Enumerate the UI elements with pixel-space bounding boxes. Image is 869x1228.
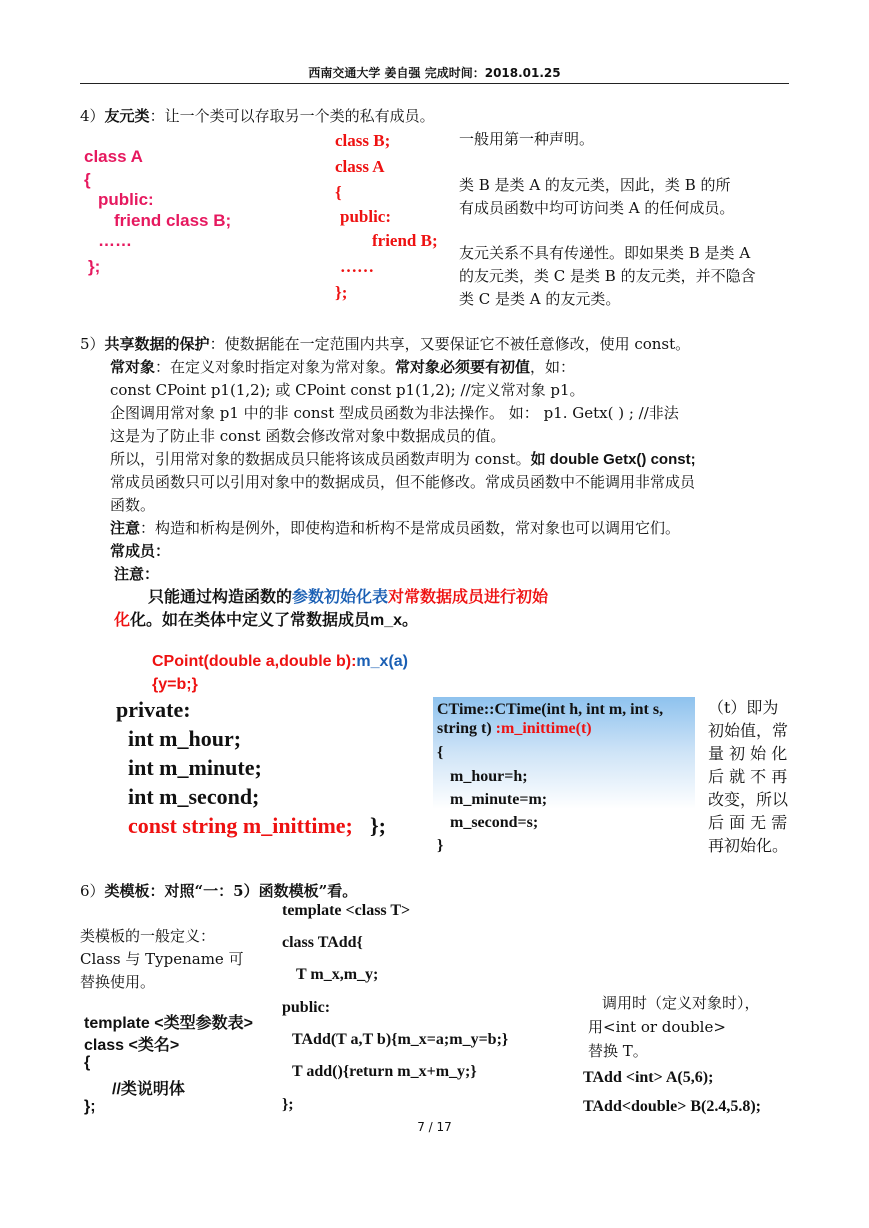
text-line: 类模板的一般定义： [80, 927, 216, 945]
note-line: 类 C 是类 A 的友元类。 [459, 290, 621, 308]
note-line: 调用时（定义对象时）， [602, 994, 760, 1012]
text: 所以，引用常对象的数据成员只能将该成员函数声明为 const。 [110, 450, 531, 468]
code-line: public: [340, 207, 392, 226]
code-line: friend B; [372, 231, 438, 250]
code-line: }; [88, 257, 101, 276]
code: string t) [437, 720, 496, 737]
code-line: } [437, 837, 444, 854]
code-line: { [437, 744, 444, 761]
section-number: 5） [80, 335, 105, 353]
call-line-b: 这是为了防止非 const 函数会修改常对象中数据成员的值。 [110, 427, 506, 445]
text: ，如： [530, 358, 576, 376]
const-object-line [110, 356, 575, 378]
section-title: 友元类 [104, 107, 150, 125]
term: 注意 [110, 519, 141, 537]
code-line [437, 717, 592, 741]
code-line: m_second=s; [450, 814, 539, 831]
attention-label: 注意： [114, 565, 160, 583]
text: 只能通过构造函数的 [148, 589, 293, 606]
header-rule [80, 83, 789, 84]
code-line: TAdd <int> A(5,6); [583, 1069, 714, 1086]
code-line: const string m_inittime; [128, 813, 353, 838]
cpoint-code [152, 653, 408, 671]
const-func-line-b: 函数。 [110, 496, 156, 514]
code-line: class <类名> [84, 1037, 180, 1054]
code-line: class TAdd{ [282, 934, 363, 951]
code-line: T add(){return m_x+m_y;} [292, 1063, 477, 1080]
note-line: 再初始化。 [708, 836, 789, 855]
code-line: …… [340, 257, 374, 276]
code-line: class A [84, 147, 143, 166]
code-line: int m_second; [128, 784, 260, 809]
section-number: 6） [80, 882, 105, 900]
code-line: TAdd<double> B(2.4,5.8); [583, 1098, 761, 1115]
note-line: 有成员函数中均可访问类 A 的任何成员。 [459, 199, 735, 217]
const-def-line: const CPoint p1(1,2); 或 CPoint const p1(1,2); //定义常对象 p1。 [110, 381, 585, 399]
code: CPoint(double a,double b): [152, 653, 357, 670]
highlight: 参数初始化表 [292, 589, 389, 606]
code-line: }; [335, 283, 348, 302]
note-line: 类 B 是类 A 的友元类，因此，类 B 的所 [459, 176, 731, 194]
const-func-line-a: 常成员函数只可以引用对象中的数据成员，但不能修改。常成员函数中不能调用非常成员 [110, 473, 696, 491]
note-line: 后 就 不 再 [708, 767, 788, 786]
emphasis: 如 double Getx() const; [530, 451, 696, 468]
code-line: public: [282, 999, 331, 1016]
code-line: public: [98, 190, 154, 209]
section6-heading [80, 880, 357, 902]
note-line: 的友元类，类 C 是类 B 的友元类，并不隐含 [459, 267, 756, 285]
code-line: }; [282, 1096, 294, 1113]
section5-heading [80, 333, 690, 355]
code-line: m_hour=h; [450, 768, 528, 785]
code-line: int m_hour; [128, 726, 242, 751]
note-line: 一般用第一种声明。 [459, 130, 595, 148]
code-line: T m_x,m_y; [296, 966, 379, 983]
note-line: 量 初 始 化 [708, 744, 788, 763]
code-line: }; [84, 1098, 96, 1115]
attention-text-2: 化化。如在类体中定义了常数据成员m_x。 [114, 612, 419, 629]
note-line: 后 面 无 需 [708, 813, 788, 832]
text: ：构造和析构是例外，即使构造和析构不是常成员函数，常对象也可以调用它们。 [140, 519, 681, 537]
page-header: 西南交通大学 姜自强 完成时间：2018.01.25 [308, 66, 561, 80]
section-desc: ：让一个类可以存取另一个类的私有成员。 [149, 107, 435, 125]
note-line: （t）即为 [708, 698, 779, 717]
cpoint-body: {y=b;} [152, 676, 198, 693]
code-line: template <class T> [282, 902, 411, 919]
code-line: }; [370, 813, 386, 838]
text-line: Class 与 Typename 可 [80, 950, 244, 968]
code-line: TAdd(T a,T b){m_x=a;m_y=b;} [292, 1031, 509, 1048]
code-line: template <类型参数表> [84, 1015, 253, 1032]
term: 常对象 [110, 358, 156, 376]
code-line: class B; [335, 131, 391, 150]
attention-text [148, 584, 548, 607]
note-line: 友元关系不具有传递性。即如果类 B 是类 A [459, 244, 751, 262]
note-line: 用<int or double> [588, 1018, 726, 1036]
note-line: 改变，所以 [708, 790, 789, 809]
section-title: 共享数据的保护 [104, 335, 210, 353]
section-desc: ：使数据能在一定范围内共享，又要保证它不被任意修改，使用 const。 [209, 335, 691, 353]
const-member-label: 常成员： [110, 542, 171, 560]
highlight: 对常数据成员进行初始 [388, 589, 549, 606]
code: m_x(a) [356, 653, 408, 670]
so-line [110, 448, 696, 471]
code: :m_inittime(t) [495, 720, 592, 737]
code-line: private: [116, 697, 191, 722]
note-line: 初始值，常 [708, 721, 789, 740]
code-line: …… [98, 231, 132, 250]
code-line: { [335, 183, 342, 202]
code-line: int m_minute; [128, 755, 262, 780]
code-line: { [84, 170, 91, 189]
text: 化。如在类体中定义了常数据成员m_x。 [130, 612, 419, 629]
code-line: { [84, 1054, 91, 1071]
code-line: CTime::CTime(int h, int m, int s, [437, 701, 664, 718]
code-line: //类说明体 [112, 1081, 185, 1098]
page-number: 7 / 17 [417, 1120, 452, 1134]
section4-heading [80, 105, 435, 127]
emphasis: 常对象必须要有初值 [395, 358, 531, 376]
call-line-a: 企图调用常对象 p1 中的非 const 型成员函数为非法操作。 如： p1. Getx( ) ; //非法 [110, 404, 679, 422]
section-title: 类模板：对照“一：5）函数模板”看。 [104, 882, 358, 900]
note-line: 替换 T。 [588, 1042, 648, 1060]
section-number: 4） [80, 107, 105, 125]
code-line: m_minute=m; [450, 791, 548, 808]
text-line: 替换使用。 [80, 973, 156, 991]
code-line: friend class B; [114, 211, 232, 230]
text: ：在定义对象时指定对象为常对象。 [155, 358, 396, 376]
note-line [110, 517, 680, 539]
code-line: class A [335, 157, 385, 176]
